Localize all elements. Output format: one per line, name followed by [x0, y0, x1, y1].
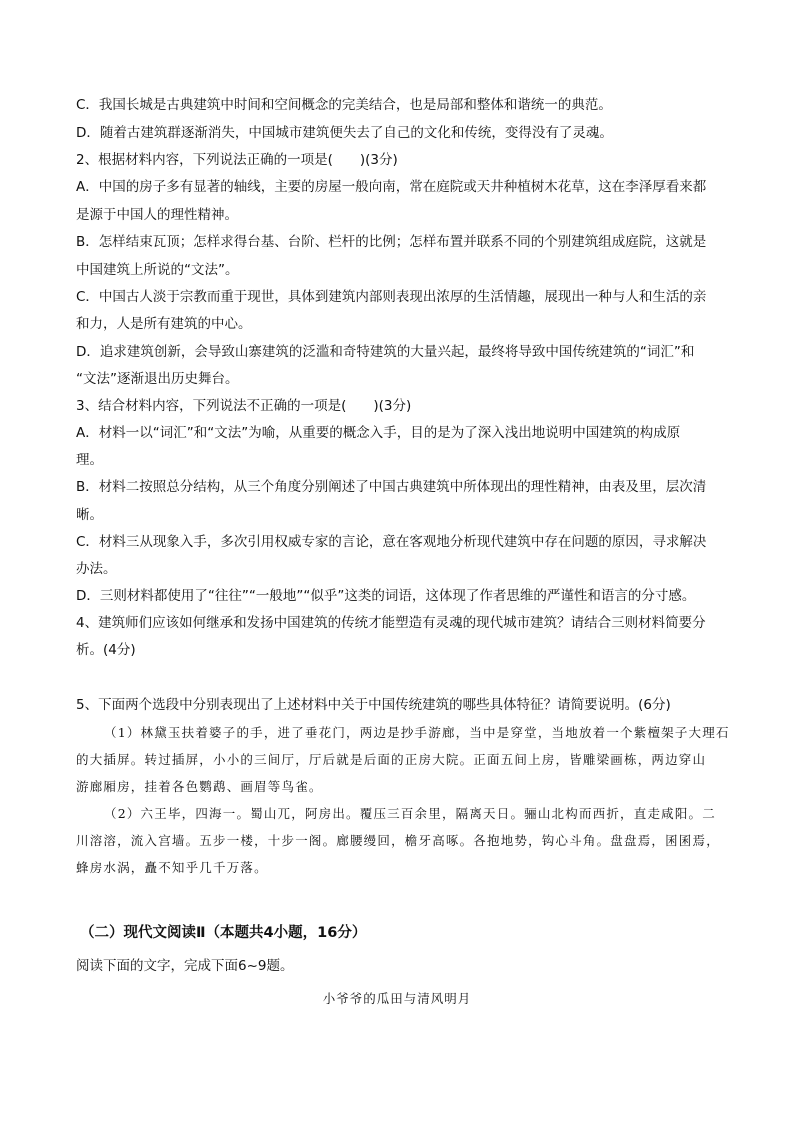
passage-2-line1: （2）六王毕，四海一。蜀山兀，阿房出。覆压三百余里，隔离天日。骊山北构而西折，直走咸阳。二 [104, 806, 716, 821]
q3-option-c-line1: C．材料三从现象入手，多次引用权威专家的言论，意在客观地分析现代建筑中存在问题的原因，寻求解决 [76, 534, 707, 550]
q3-option-d: D．三则材料都使用了“往往”“一般地”“似乎”这类的词语，这体现了作者思维的严谨性和语言的分寸感。 [76, 588, 696, 604]
q3-option-b-line1: B．材料二按照总分结构，从三个角度分别阐述了中国古典建筑中所体现出的理性精神，由表及里，层次清 [76, 479, 707, 495]
q2-option-a-line1: A．中国的房子多有显著的轴线，主要的房屋一般向南，常在庭院或天井种植树木花草，这在李泽厚看来都 [76, 179, 707, 195]
q2-option-b-line2: 中国建筑上所说的“文法”。 [76, 262, 239, 278]
q2-option-b-line1: B．怎样结束瓦顶；怎样求得台基、台阶、栏杆的比例；怎样布置并联系不同的个别建筑组成庭院，这就是 [76, 234, 707, 250]
q2-option-a-line2: 是源于中国人的理性精神。 [76, 207, 238, 223]
section-heading: （二）现代文阅读Ⅱ（本题共4小题，16分） [80, 925, 367, 941]
q3-option-b-line2: 晰。 [76, 507, 103, 523]
q2-option-c-line2: 和力，人是所有建筑的中心。 [76, 316, 252, 332]
q3-option-c-line2: 办法。 [76, 561, 117, 577]
question-2: 2、根据材料内容，下列说法正确的一项是( )(3分) [76, 152, 398, 168]
passage-2-line2: 川溶溶，流入宫墙。五步一楼，十步一阁。廊腰缦回，檐牙高啄。各抱地势，钩心斗角。盘盘焉，囷囷焉， [76, 833, 720, 848]
q3-option-a-line1: A．材料一以“词汇”和“文法”为喻，从重要的概念入手，目的是为了深入浅出地说明中国建筑的构成原 [76, 425, 681, 441]
question-3: 3、结合材料内容，下列说法不正确的一项是( )(3分) [76, 398, 412, 414]
q3-option-a-line2: 理。 [76, 452, 103, 468]
question-5: 5、下面两个选段中分别表现出了上述材料中关于中国传统建筑的哪些具体特征？请简要说明。(6分) [76, 697, 671, 713]
story-title: 小爷爷的瓜田与清风明月 [322, 991, 472, 1006]
q2-option-d-line1: D．追求建筑创新，会导致山寨建筑的泛滥和奇特建筑的大量兴起，最终将导致中国传统建筑的“词汇”和 [76, 344, 695, 360]
question-4-line1: 4、建筑师们应该如何继承和发扬中国建筑的传统才能塑造有灵魂的现代城市建筑？请结合三则材料简要分 [76, 615, 706, 631]
option-c-q1: C．我国长城是古典建筑中时间和空间概念的完美结合，也是局部和整体和谐统一的典范。 [76, 97, 612, 113]
q2-option-c-line1: C．中国古人淡于宗教而重于现世，具体到建筑内部则表现出浓厚的生活情趣，展现出一种与人和生活的亲 [76, 289, 707, 305]
passage-2-line3: 蜂房水涡，矗不知乎几千万落。 [76, 860, 268, 875]
passage-1-line1: （1）林黛玉扶着婆子的手，进了垂花门，两边是抄手游廊，当中是穿堂，当地放着一个紫檀架子大理石 [104, 725, 730, 740]
passage-1-line3: 游廊厢房，挂着各色鹦鹉、画眉等鸟雀。 [76, 779, 323, 794]
option-d-q1: D．随着古建筑群逐渐消失，中国城市建筑便失去了自己的文化和传统，变得没有了灵魂。 [76, 125, 613, 141]
question-4-line2: 析。(4分) [76, 642, 136, 658]
q2-option-d-line2: “文法”逐渐退出历史舞台。 [76, 371, 239, 387]
reading-instruction: 阅读下面的文字，完成下面6~9题。 [76, 958, 294, 974]
passage-1-line2: 的大插屏。转过插屏，小小的三间厅，厅后就是后面的正房大院。正面五间上房，皆雕梁画栋，两边穿山 [76, 752, 707, 767]
